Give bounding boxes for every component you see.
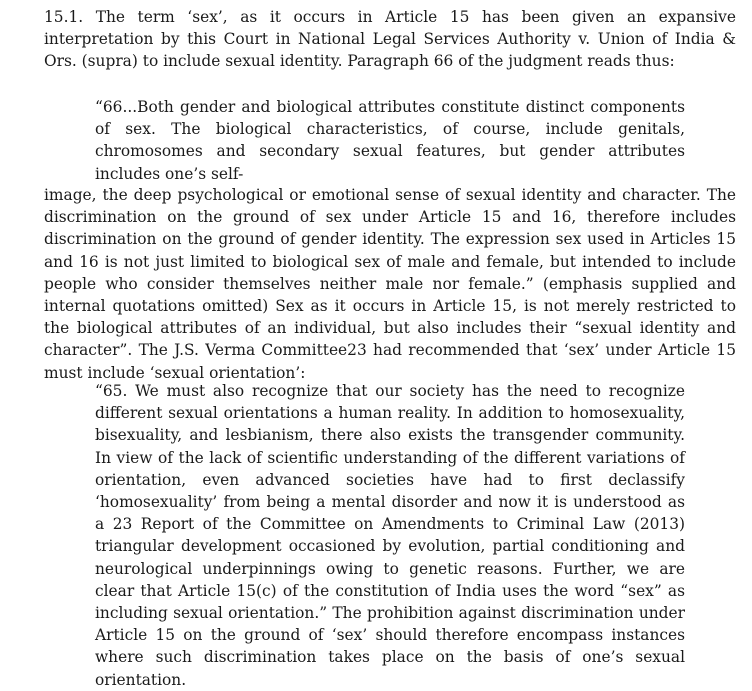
paragraph-continuation: image, the deep psychological or emotional sense of sexual identity and character. The discrimination on the ground of sex under Article 15 and 16, therefore includes discrimination on the ground of gender identity. The expression sex used in Articles 15 and 16 is not just limited to biological sex of male and female, but intended to include people who consider themselves neither male nor female.” (emphasis supplied and internal quotations omitted) Sex as it occurs in Article 15, is not merely restricted to the biological attributes of an individual, but also includes their “sexual identity and character”. The J.S. Verma Committee23 had recommended that ‘sex’ under Article 15 must include ‘sexual orientation’: bbox=[44, 186, 736, 382]
block-quote-paragraph-66: “66...Both gender and biological attributes constitute distinct components of sex. The biological characteristics, of course, include genitals, chromosomes and secondary sexual features, but gender attributes includes one’s self- bbox=[95, 98, 685, 183]
block-quote-paragraph-65: “65. We must also recognize that our society has the need to recognize different sexual orientations a human reality. In addition to homosexuality, bisexuality, and lesbianism, there also exists the transgender community. In view of the lack of scientific understanding of the different variations of orientation, even advanced societies have had to first declassify ‘homosexuality’ from being a mental disorder and now it is understood as a 23 Report of the Committee on Amendments to Criminal Law (2013) triangular development occasioned by evolution, partial conditioning and neurological underpinnings owing to genetic reasons. Further, we are clear that Article 15(c) of the constitution of India uses the word “sex” as including sexual orientation.” The prohibition against discrimination under Article 15 on the ground of ‘sex’ should therefore encompass instances where such discrimination takes place on the basis of one’s sexual orientation. bbox=[95, 382, 685, 689]
paragraph-15-1: 15.1. The term ‘sex’, as it occurs in Article 15 has been given an expansive interpretation by this Court in National Legal Services Authority v. Union of India & Ors. (supra) to include sexual identity. Paragraph 66 of the judgment reads thus: bbox=[44, 8, 736, 71]
